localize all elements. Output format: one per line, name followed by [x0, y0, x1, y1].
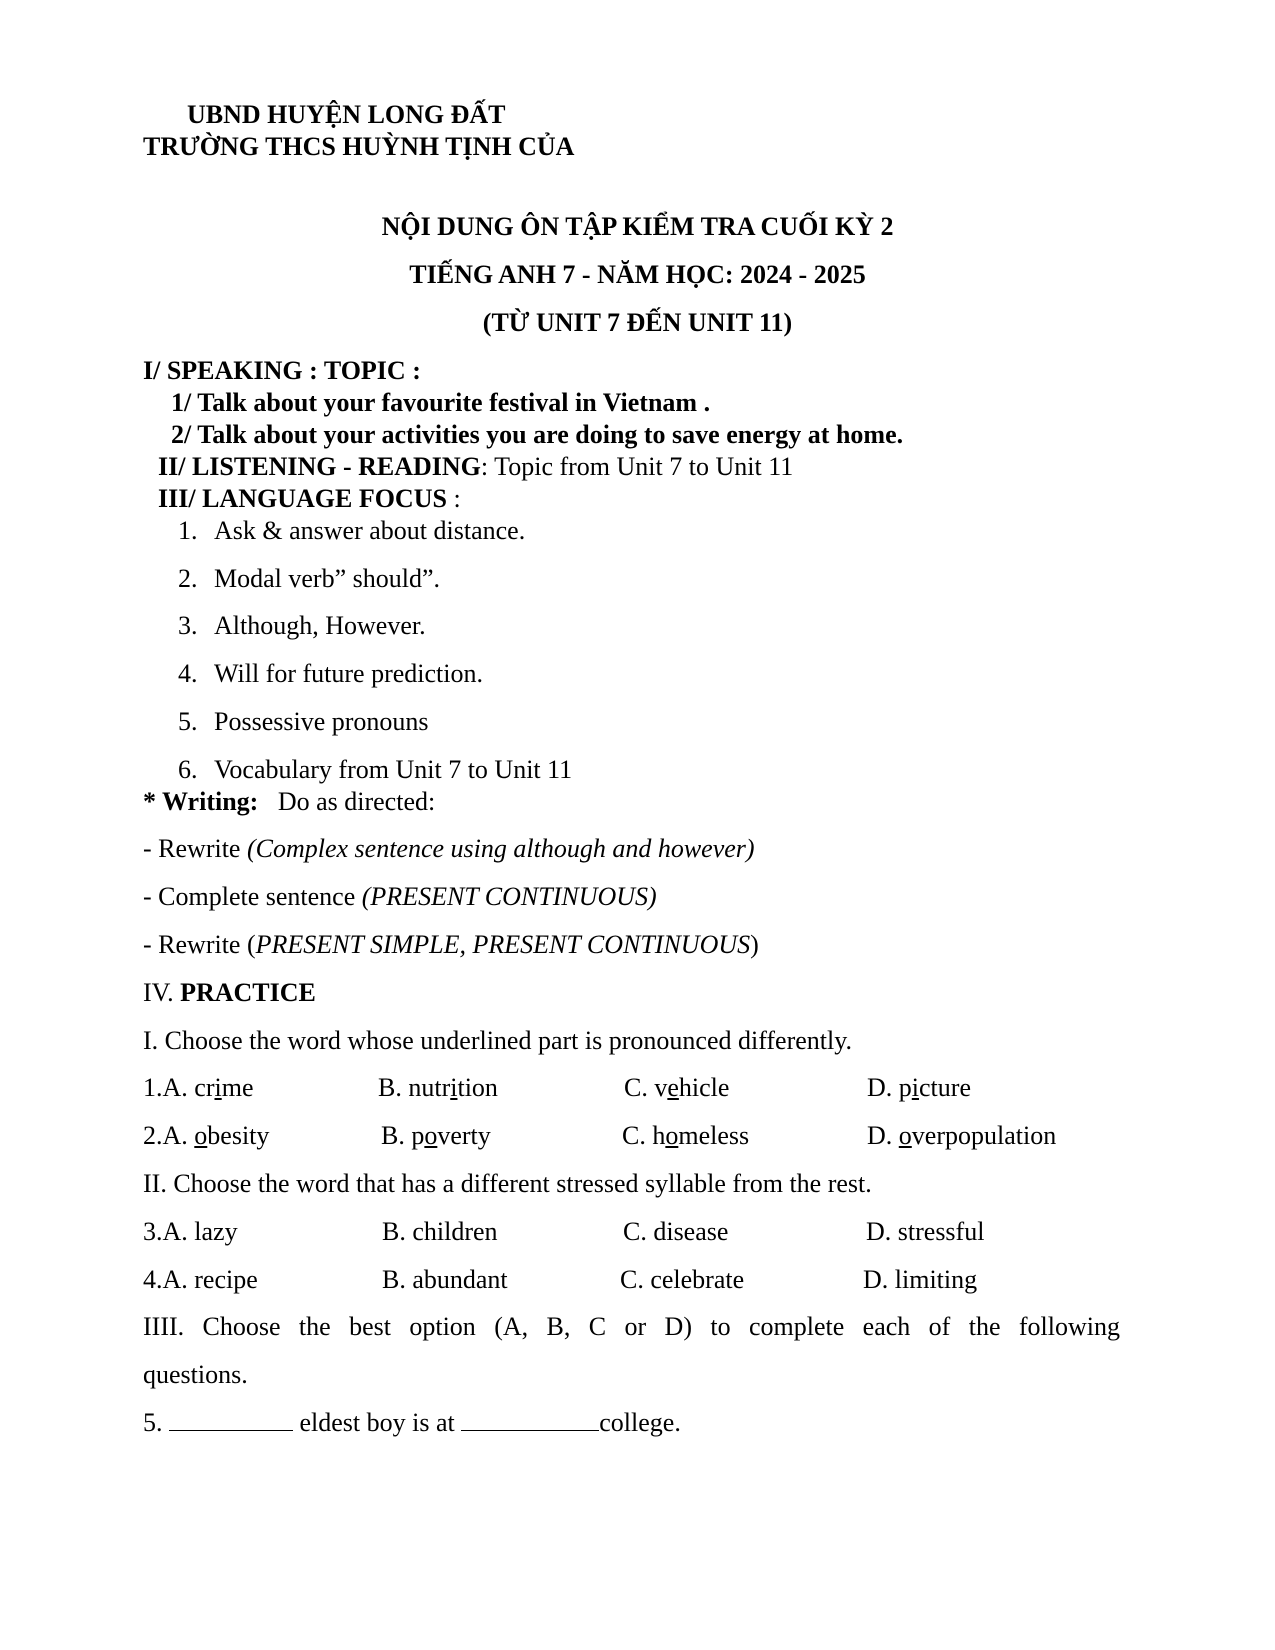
writing-text: Do as directed: [258, 787, 436, 816]
instruction-continuation: questions. [143, 1360, 248, 1389]
list-item [178, 706, 429, 738]
exercise-instruction: I. Choose the word whose underlined part is pronounced differently. [143, 1026, 853, 1055]
practice-number: IV. [143, 978, 181, 1007]
item-text: Will for future prediction. [214, 659, 483, 688]
answer-option: 4.A. recipe [143, 1265, 258, 1294]
language-section [158, 483, 461, 515]
writing-item-note: PRESENT SIMPLE, PRESENT CONTINUOUS [255, 930, 751, 959]
list-item [178, 563, 440, 595]
item-text: Possessive pronouns [214, 707, 429, 736]
item-text: Modal verb” should”. [214, 564, 441, 593]
item-text: Ask & answer about distance. [214, 516, 526, 545]
item-number: 3. [178, 611, 198, 640]
answer-option: D. limiting [863, 1265, 978, 1294]
speaking-heading: I/ SPEAKING : TOPIC : [143, 356, 421, 385]
list-item [178, 754, 572, 786]
document-subtitle: TIẾNG ANH 7 - NĂM HỌC: 2024 - 2025 [409, 260, 866, 289]
item-number: 2. [178, 564, 198, 593]
answer-option: C. disease [623, 1217, 729, 1246]
item-number: 4. [178, 659, 198, 688]
answer-option: B. children [382, 1217, 498, 1246]
writing-item-text: - Complete sentence [143, 882, 362, 911]
item-number: 1. [178, 516, 198, 545]
language-heading: III/ LANGUAGE FOCUS [158, 484, 447, 513]
speaking-topic: 1/ Talk about your favourite festival in Vietnam . [171, 388, 711, 417]
answer-option: D. stressful [866, 1217, 985, 1246]
answer-blank [461, 1408, 599, 1431]
list-item [178, 610, 426, 642]
writing-heading: * Writing: [143, 787, 259, 816]
answer-option: C. homeless [622, 1121, 750, 1150]
practice-section [143, 977, 316, 1009]
answer-option: C. celebrate [620, 1265, 745, 1294]
listening-section [158, 451, 793, 483]
document-title: NỘI DUNG ÔN TẬP KIỂM TRA CUỐI KỲ 2 [381, 212, 894, 241]
question-text: eldest boy is at [293, 1408, 462, 1437]
writing-item-text: - Rewrite [143, 834, 247, 863]
practice-heading: PRACTICE [180, 978, 316, 1007]
exercise-instruction [143, 1311, 1120, 1343]
writing-item-text: - Rewrite ( [143, 930, 256, 959]
answer-option: 1.A. crime [143, 1073, 254, 1102]
answer-option: B. nutrition [378, 1073, 498, 1102]
answer-option: D. picture [867, 1073, 971, 1102]
writing-item [143, 833, 755, 865]
listening-heading: II/ LISTENING - READING [158, 452, 481, 481]
answer-option: B. abundant [382, 1265, 508, 1294]
question [143, 1407, 681, 1439]
question-number: 5. [143, 1408, 169, 1437]
question-text: college. [599, 1408, 681, 1437]
speaking-topic: 2/ Talk about your activities you are doing to save energy at home. [171, 420, 904, 449]
listening-text: : Topic from Unit 7 to Unit 11 [480, 452, 794, 481]
answer-option: 3.A. lazy [143, 1217, 238, 1246]
exercise-instruction: II. Choose the word that has a different stressed syllable from the rest. [143, 1169, 872, 1198]
school-name: TRƯỜNG THCS HUỲNH TỊNH CỦA [143, 132, 575, 161]
list-item [178, 515, 525, 547]
list-item [178, 658, 483, 690]
answer-option: 2.A. obesity [143, 1121, 270, 1150]
writing-item-suffix: ) [750, 930, 759, 959]
answer-option: C. vehicle [624, 1073, 730, 1102]
writing-section [143, 786, 435, 818]
instruction-line: IIII. Choose the best option (A, B, C or D) to complete each of the following [143, 1312, 1120, 1341]
answer-option: D. overpopulation [867, 1121, 1057, 1150]
authority-name: UBND HUYỆN LONG ĐẤT [187, 100, 506, 129]
item-text: Although, However. [214, 611, 426, 640]
writing-item [143, 881, 657, 913]
writing-item [143, 929, 759, 961]
item-number: 5. [178, 707, 198, 736]
answer-option: B. poverty [381, 1121, 491, 1150]
language-colon: : [446, 484, 461, 513]
document-scope: (TỪ UNIT 7 ĐẾN UNIT 11) [482, 308, 793, 337]
item-number: 6. [178, 755, 198, 784]
writing-item-note: (PRESENT CONTINUOUS) [361, 882, 657, 911]
answer-blank [169, 1408, 293, 1431]
writing-item-note: (Complex sentence using although and however) [246, 834, 755, 863]
item-text: Vocabulary from Unit 7 to Unit 11 [214, 755, 573, 784]
